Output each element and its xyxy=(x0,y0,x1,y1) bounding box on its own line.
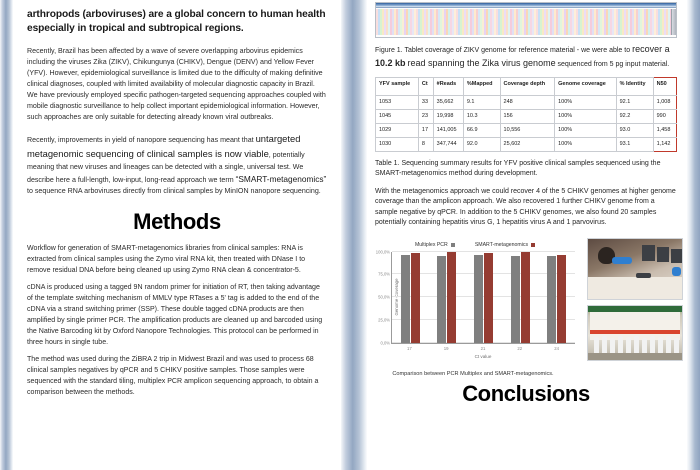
intro-p2-part2: , potentially meaning that new viruses and lineages can be detected with a single, universal test. We describe here a full-length, low-input, long-read approach we term xyxy=(27,151,305,184)
chart-y-axis-title: Genome Coverage xyxy=(394,278,400,316)
legend-label: Multiplex PCR xyxy=(414,241,448,248)
fig1-cap-part2: sequenced from 5 pg input material. xyxy=(557,60,670,68)
fig1-cap-big1: recover a xyxy=(632,44,670,54)
chart-y-tick-label: 75,0% xyxy=(378,271,390,277)
table-cell: 347,744 xyxy=(433,137,463,151)
intro-paragraph-1: Recently, Brazil has been affected by a wave of severe overlapping arbovirus epidemics including the viruses Zika (ZIKV), Chikungunya (CHIKV), Dengue (DENV) and Yellow Fever (YFV). However, epidemiological surveillance is limited due to the difficulty of making definitive clinical diagnoses, coupled with limited availability of molecular diagnostic capacity in Brazil. We have previously employed specific pathogen-targeted sequencing approaches coupled with mobile diagnostic surveillance to help collect important epidemiological information. However, such approaches are only suitable for detecting already known viral outbreaks. xyxy=(27,46,326,122)
fig1-cap-read-length: 10.2 kb xyxy=(375,57,406,68)
table-cell: 25,602 xyxy=(500,137,555,151)
table-cell: 9.1 xyxy=(463,96,500,110)
table-cell: 100% xyxy=(555,123,616,137)
chart-bar-group xyxy=(511,252,530,343)
table-cell: 990 xyxy=(653,109,676,123)
table-cell: 19,998 xyxy=(433,109,463,123)
table-cell: 1,458 xyxy=(653,123,676,137)
chart-bar-group xyxy=(437,252,456,343)
methods-paragraph-1: Workflow for generation of SMART-metagenomics libraries from clinical samples: RNA is extracted from clinical samples using the Zymo viral RNA kit, then treated with DNase I to remove residual DNA before being cleaned up using Zymo RNA clean & concentrator-5. xyxy=(27,244,306,274)
chart-bar xyxy=(401,255,410,343)
chart-bar-group xyxy=(547,252,566,343)
table-cell: 1053 xyxy=(376,96,419,110)
table-cell: 1029 xyxy=(376,123,419,137)
table-cell: 66.9 xyxy=(463,123,500,137)
table-header-mapped: %Mapped xyxy=(463,78,500,96)
table-header-yfv-sample: YFV sample xyxy=(376,78,419,96)
chart-bar-group xyxy=(401,252,420,343)
methods-paragraph-2: cDNA is produced using a tagged 9N random primer for initiation of RT, then taking advantage of the template switching mechanism of MMLV type RTases a 5' tag is added to the end of the cDNA via a strand switching primer (SSP). These double tagged cDNA products are then amplified by single primer PCR. The amplification products are cleaned up and barcoded using the Native Barcoding kit by Oxford Nanopore Technologies. This protocol can be performed in three hours in single tube. xyxy=(27,283,323,346)
chart-x-tick-labels xyxy=(391,346,575,351)
table-cell: 93.1 xyxy=(616,137,653,151)
chart-legend xyxy=(375,242,575,248)
chart-bar xyxy=(547,256,556,342)
intro-p2-emphasis: untargeted metagenomic sequencing of clinical samples is now viable xyxy=(27,133,301,160)
table-cell: 92.2 xyxy=(616,109,653,123)
table-header-reads: #Reads xyxy=(433,78,463,96)
chart-bar xyxy=(447,252,456,342)
center-gutter-divider xyxy=(341,0,367,470)
table-cell: 1030 xyxy=(376,137,419,151)
chart-x-tick-label: 21 xyxy=(480,345,486,351)
chart-bar-group xyxy=(474,252,493,343)
methods-body xyxy=(27,244,327,399)
results-paragraph: With the metagenomics approach we could recover 4 of the 5 CHIKV genomes at higher genome coverage than the amplicon approach. We also recovered 1 further CHIKV genome from a sample negative by qPCR. In addition to the 5 CHIKV genomes, we also found 20 samples potentially containing hepatitis virus G, 1 hepatitis virus A and 1 parvovirus. xyxy=(375,187,676,226)
table-header-genome-coverage: Genome coverage xyxy=(555,78,616,96)
right-column xyxy=(367,0,687,470)
photo-stack xyxy=(587,238,683,361)
sequencing-results-table xyxy=(375,77,677,152)
table-cell: 100% xyxy=(555,96,616,110)
table-cell: 93.0 xyxy=(616,123,653,137)
table-cell: 10,556 xyxy=(500,123,555,137)
table-cell: 1,008 xyxy=(653,96,676,110)
chart-bar xyxy=(484,253,493,343)
table-cell: 141,005 xyxy=(433,123,463,137)
table-cell: 248 xyxy=(500,96,555,110)
chart-x-tick-label: 24 xyxy=(554,345,559,351)
left-gutter-divider xyxy=(0,0,13,470)
table-header-coverage-depth: Coverage depth xyxy=(500,78,555,96)
legend-swatch-icon xyxy=(531,243,535,247)
intro-p2-part1: Recently, improvements in yield of nanopore sequencing has meant that xyxy=(27,136,254,145)
table-header-row xyxy=(376,78,677,96)
table-cell: 35,662 xyxy=(433,96,463,110)
genome-coverage-bar-chart xyxy=(375,242,575,377)
chart-x-tick-label: 22 xyxy=(517,345,523,351)
chart-bars-group xyxy=(392,252,575,343)
intro-paragraph-2 xyxy=(27,132,327,197)
chart-x-tick-label: 19 xyxy=(443,345,449,351)
chart-y-tick-label: 100,0% xyxy=(375,249,390,254)
chart-y-tick-label: 25,0% xyxy=(378,317,390,323)
table-row xyxy=(376,109,677,123)
table-cell: 8 xyxy=(418,137,433,151)
legend-swatch-icon xyxy=(451,243,455,247)
table1-caption: Table 1. Sequencing summary results for YFV positive clinical samples sequenced using the SMART-metagenomics method during development. xyxy=(375,159,661,177)
table-cell: 23 xyxy=(418,109,433,123)
chart-bar xyxy=(437,256,446,342)
chart-x-axis-title: Ct value xyxy=(474,353,492,359)
track-scrollbar[interactable] xyxy=(671,9,676,35)
methods-paragraph-3: The method was used during the ZiBRA 2 trip in Midwest Brazil and was used to process 68 clinical samples negatives by qPCR and 5 CHIKV positive samples. Those samples were sequenced with the standard tiling, multiplex PCR amplicon sequencing approach, to obtain a comparison between the methods. xyxy=(27,355,319,396)
chart-y-tick-label: 0,0% xyxy=(380,340,390,345)
chart-bar xyxy=(557,255,566,342)
chart-y-tick-label: 50,0% xyxy=(378,294,390,300)
team-group-photo xyxy=(587,305,683,361)
legend-label: SMART-metagenomics xyxy=(474,241,529,248)
chart-bar xyxy=(521,252,530,342)
table-cell: 17 xyxy=(418,123,433,137)
fig1-cap-big2: read spanning the Zika virus genome xyxy=(407,57,556,68)
table-cell: 33 xyxy=(418,96,433,110)
table-cell: 92.0 xyxy=(463,137,500,151)
table-row xyxy=(376,123,677,137)
legend-item-multiplex-pcr xyxy=(415,242,455,248)
fig1-cap-part1: Figure 1. Tablet coverage of ZIKV genome for reference material - we were able xyxy=(375,47,623,54)
methods-heading: Methods xyxy=(133,208,221,234)
chart-bar xyxy=(411,253,420,343)
intro-lead-heading: arthropods (arboviruses) are a global concern to human health especially in tropical and subtropical regions. xyxy=(27,9,326,35)
read-alignment-stripes xyxy=(376,9,676,35)
table-header-ct: Ct xyxy=(418,78,433,96)
chart-caption: Comparison between PCR Multiplex and SMART-metagenomics. xyxy=(392,370,554,377)
table-cell: 100% xyxy=(555,137,616,151)
right-gutter-divider xyxy=(687,0,700,470)
left-column xyxy=(13,0,341,470)
table-cell: 92.1 xyxy=(616,96,653,110)
table-row xyxy=(376,137,677,151)
chart-and-photos-row xyxy=(375,236,677,377)
chart-x-tick-label: 17 xyxy=(407,345,412,351)
table-cell: 10.3 xyxy=(463,109,500,123)
figure1-tablet-coverage-track xyxy=(375,2,677,38)
table-cell: 1,142 xyxy=(653,137,676,151)
chart-bar xyxy=(511,256,520,342)
table-row xyxy=(376,96,677,110)
table-header-n50: N50 xyxy=(653,78,676,96)
conclusions-heading: Conclusions xyxy=(462,380,590,406)
coverage-ruler-bar xyxy=(376,3,676,8)
chart-plot-area xyxy=(375,249,575,345)
fig1-cap-to: to xyxy=(624,47,631,54)
legend-item-smart-metagenomics xyxy=(475,242,535,248)
table-cell: 100% xyxy=(555,109,616,123)
table-cell: 1045 xyxy=(376,109,419,123)
table-cell: 156 xyxy=(500,109,555,123)
table-header-identity: % Identity xyxy=(616,78,653,96)
lab-researcher-photo xyxy=(587,238,683,300)
chart-bar xyxy=(474,255,483,343)
intro-p2-quoted-term: “SMART-metagenomics” xyxy=(235,173,327,184)
intro-p2-part3: to sequence RNA arboviruses directly from clinical samples by MinION nanopore sequencing. xyxy=(27,186,321,195)
figure1-caption xyxy=(375,43,677,70)
